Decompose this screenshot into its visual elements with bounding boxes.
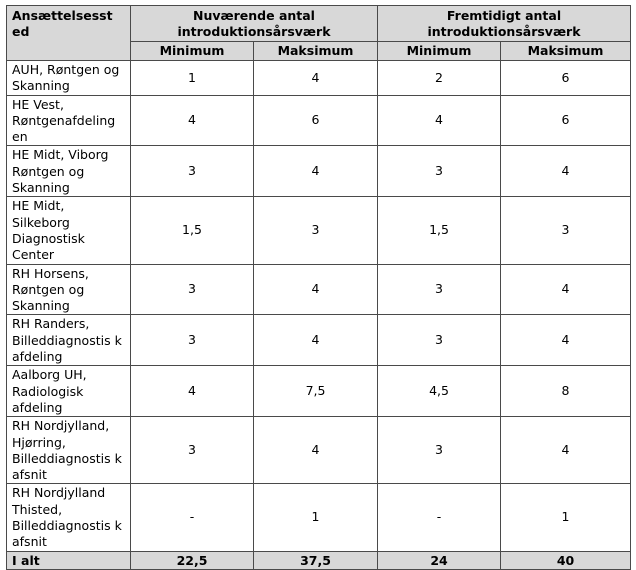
cell-fut-max: 3 — [501, 197, 631, 264]
cell-fut-max: 6 — [501, 61, 631, 96]
row-workplace-name: HE Midt, Silkeborg Diagnostisk Center — [7, 197, 131, 264]
cell-cur-min: 1 — [131, 61, 254, 96]
cell-cur-max: 4 — [254, 146, 378, 197]
cell-fut-min: 3 — [378, 315, 501, 366]
row-workplace-name: AUH, Røntgen og Skanning — [7, 61, 131, 96]
cell-cur-min: 3 — [131, 417, 254, 484]
cell-cur-max: 7,5 — [254, 366, 378, 417]
total-cur-max: 37,5 — [254, 551, 378, 569]
total-fut-max: 40 — [501, 551, 631, 569]
cell-fut-min: 3 — [378, 417, 501, 484]
table-row — [7, 197, 631, 264]
header-label-workplace — [7, 6, 131, 61]
cell-fut-max: 1 — [501, 484, 631, 551]
table-row — [7, 146, 631, 197]
cell-fut-max: 4 — [501, 146, 631, 197]
row-workplace-name: RH Nordjylland, Hjørring, Billeddiagnostis k afsnit — [7, 417, 131, 484]
cell-fut-min: 4,5 — [378, 366, 501, 417]
header-current-max: Maksimum — [254, 42, 378, 61]
cell-cur-max: 6 — [254, 95, 378, 146]
cell-cur-min: 4 — [131, 366, 254, 417]
header-label-text-2: ed — [12, 24, 30, 39]
total-row — [7, 551, 631, 569]
header-label-text-1: Ansættelsesst — [12, 8, 113, 23]
total-fut-min: 24 — [378, 551, 501, 569]
cell-fut-min: 1,5 — [378, 197, 501, 264]
total-cur-min: 22,5 — [131, 551, 254, 569]
row-workplace-name: RH Horsens, Røntgen og Skanning — [7, 264, 131, 315]
table-row — [7, 95, 631, 146]
cell-fut-max: 4 — [501, 315, 631, 366]
table-row — [7, 315, 631, 366]
cell-fut-min: 3 — [378, 264, 501, 315]
header-current-min: Minimum — [131, 42, 254, 61]
cell-cur-min: 1,5 — [131, 197, 254, 264]
table-row — [7, 366, 631, 417]
table-body — [7, 61, 631, 570]
table-row — [7, 417, 631, 484]
cell-fut-max: 6 — [501, 95, 631, 146]
cell-fut-max: 4 — [501, 264, 631, 315]
header-group-future: Fremtidigt antal introduktionsårsværk — [378, 6, 631, 42]
cell-cur-max: 4 — [254, 61, 378, 96]
cell-cur-max: 1 — [254, 484, 378, 551]
table-row — [7, 61, 631, 96]
header-group-current: Nuværende antal introduktionsårsværk — [131, 6, 378, 42]
cell-cur-min: 4 — [131, 95, 254, 146]
row-workplace-name: RH Nordjylland Thisted, Billeddiagnostis k afsnit — [7, 484, 131, 551]
table-row — [7, 264, 631, 315]
cell-cur-min: 3 — [131, 315, 254, 366]
header-row-groups — [7, 6, 631, 42]
row-workplace-name: RH Randers, Billeddiagnostis k afdeling — [7, 315, 131, 366]
cell-cur-min: 3 — [131, 146, 254, 197]
cell-cur-max: 4 — [254, 417, 378, 484]
header-future-min: Minimum — [378, 42, 501, 61]
row-workplace-name: Aalborg UH, Radiologisk afdeling — [7, 366, 131, 417]
row-workplace-name: HE Midt, Viborg Røntgen og Skanning — [7, 146, 131, 197]
total-label: I alt — [7, 551, 131, 569]
cell-cur-min: - — [131, 484, 254, 551]
cell-fut-min: 2 — [378, 61, 501, 96]
cell-fut-min: - — [378, 484, 501, 551]
cell-fut-max: 4 — [501, 417, 631, 484]
cell-cur-max: 4 — [254, 315, 378, 366]
cell-fut-max: 8 — [501, 366, 631, 417]
row-workplace-name: HE Vest, Røntgenafdeling en — [7, 95, 131, 146]
header-future-max: Maksimum — [501, 42, 631, 61]
cell-fut-min: 4 — [378, 95, 501, 146]
cell-cur-max: 4 — [254, 264, 378, 315]
cell-cur-min: 3 — [131, 264, 254, 315]
cell-fut-min: 3 — [378, 146, 501, 197]
table-row — [7, 484, 631, 551]
cell-cur-max: 3 — [254, 197, 378, 264]
staffing-table — [6, 5, 631, 570]
